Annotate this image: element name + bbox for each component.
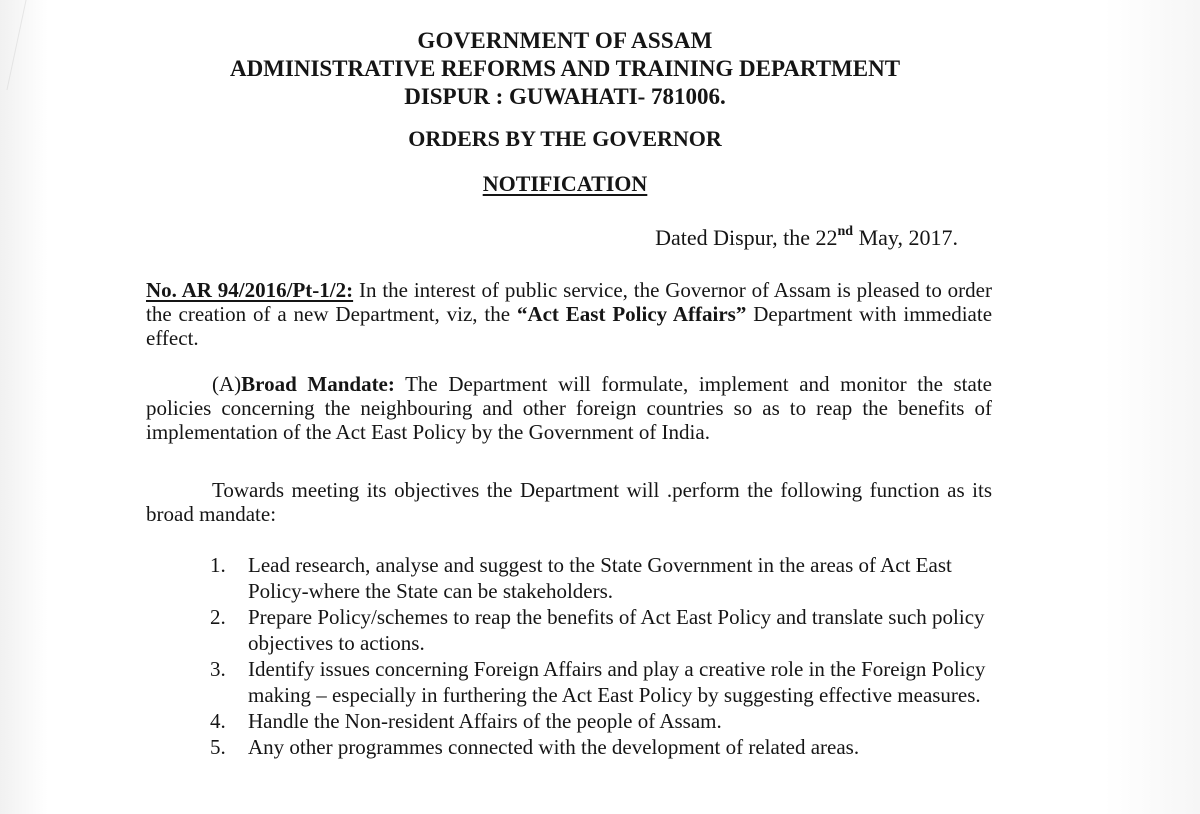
list-text: Any other programmes connected with the development of related areas. [248, 735, 860, 759]
orders-heading: ORDERS BY THE GOVERNOR [408, 126, 722, 151]
list-number: 2. [210, 605, 226, 629]
order-text-a: In the interest of public service, the Governor of Assam is pleased to order the creation of a new Department, viz, the [146, 278, 992, 326]
objectives-text: Towards meeting its objectives the Department will .perform the following function as its broad mandate: [146, 478, 992, 526]
date-prefix: Dated Dispur, the 22 [655, 225, 838, 250]
mandate-label: (A) [212, 372, 242, 396]
notification-heading [0, 171, 1130, 197]
list-text: Identify issues concerning Foreign Affairs and play a creative role in the Foreign Policy making – especially in furthering the Act East Policy by suggesting effective measures. [248, 657, 986, 707]
order-paragraph [146, 278, 992, 350]
address-heading: DISPUR : GUWAHATI- 781006. [404, 84, 726, 109]
list-item [210, 708, 990, 734]
list-item [210, 734, 990, 760]
mandate-text: The Department will formulate, implement and monitor the state policies concerning the neighbouring and other foreign countries so as to reap the benefits of implementation of the Act East Policy by the Government of India. [146, 372, 992, 444]
department-heading: ADMINISTRATIVE REFORMS AND TRAINING DEPARTMENT [229, 56, 901, 81]
mandate-paragraph [146, 372, 992, 444]
list-item [210, 604, 990, 656]
list-number: 3. [210, 657, 226, 681]
notification-title: NOTIFICATION [482, 171, 648, 196]
order-text-b: Department with immediate effect. [146, 302, 993, 350]
list-text: Lead research, analyse and suggest to the State Government in the areas of Act East Policy-where the State can be stakeholders. [248, 553, 952, 603]
date-suffix: nd [837, 224, 854, 239]
order-number: No. AR 94/2016/Pt-1/2: [146, 278, 354, 302]
list-text: Prepare Policy/schemes to reap the benefits of Act East Policy and translate such policy objectives to actions. [248, 605, 985, 655]
list-item [210, 656, 990, 708]
functions-list [210, 552, 990, 760]
list-number: 1. [210, 553, 226, 577]
objectives-paragraph [146, 478, 992, 526]
government-heading: GOVERNMENT OF ASSAM [417, 28, 713, 53]
list-text: Handle the Non-resident Affairs of the people of Assam. [248, 709, 722, 733]
list-number: 4. [210, 709, 226, 733]
department-name: “Act East Policy Affairs” [516, 302, 747, 326]
notification-date [655, 225, 958, 251]
mandate-heading: Broad Mandate: [241, 372, 395, 396]
list-number: 5. [210, 735, 226, 759]
list-item [210, 552, 990, 604]
date-rest: May, 2017. [853, 225, 958, 250]
